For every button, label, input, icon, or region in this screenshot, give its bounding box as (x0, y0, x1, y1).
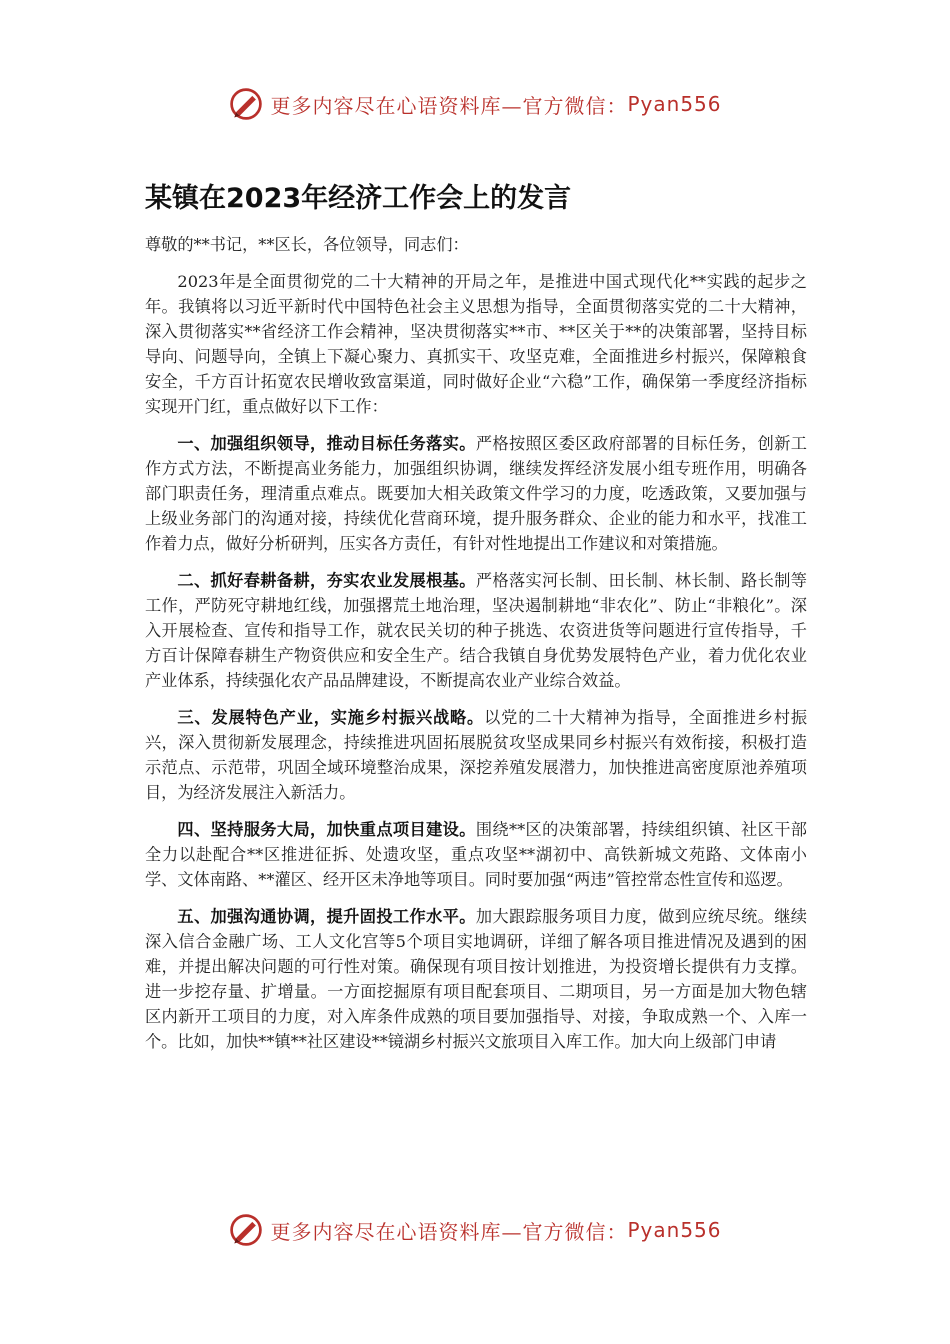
section-paragraph (145, 817, 807, 892)
pen-logo-icon (228, 1212, 264, 1248)
section-heading: 五、加强沟通协调，提升固投工作水平。 (177, 907, 476, 926)
banner-wechat-id: Pyan556 (627, 92, 722, 116)
pen-logo-icon (228, 86, 264, 122)
section-paragraph (145, 705, 807, 805)
section-body: 严格落实河长制、田长制、林长制、路长制等工作，严防死守耕地红线，加强撂荒土地治理，坚决遏制耕地“非农化”、防止“非粮化”。深入开展检查、宣传和指导工作，就农民关切的种子挑选、农资进货等问题进行宣传指导，千方百计保障春耕生产物资供应和安全生产。结合我镇自身优势发展特色产业，着力优化农业产业体系，持续强化农产品品牌建设，不断提高农业产业综合效益。 (145, 571, 807, 690)
document-body (145, 232, 807, 1066)
banner-text: 更多内容尽在心语资料库—官方微信： (270, 93, 628, 118)
section-body: 围绕**区的决策部署，持续组织镇、社区干部全力以赴配合**区推进征拆、处遗攻坚，重点攻坚**湖初中、高铁新城文苑路、文体南小学、文体南路、**灌区、经开区未净地等项目。同时要加强“两违”管控常态性宣传和巡逻。 (145, 820, 807, 889)
section-paragraph (145, 904, 807, 1054)
section-heading: 四、坚持服务大局，加快重点项目建设。 (177, 820, 476, 839)
header-banner (0, 82, 950, 126)
section-heading: 三、发展特色产业，实施乡村振兴战略。 (177, 708, 485, 727)
intro-paragraph: 2023年是全面贯彻党的二十大精神的开局之年，是推进中国式现代化**实践的起步之年。我镇将以习近平新时代中国特色社会主义思想为指导，全面贯彻落实党的二十大精神，深入贯彻落实**省经济工作会精神，坚决贯彻落实**市、**区关于**的决策部署，坚持目标导向、问题导向，全镇上下凝心聚力、真抓实干、攻坚克难，全面推进乡村振兴，保障粮食安全，千方百计拓宽农民增收致富渠道，同时做好企业“六稳”工作，确保第一季度经济指标实现开门红，重点做好以下工作： (145, 272, 807, 416)
page-title: 某镇在2023年经济工作会上的发言 (145, 183, 572, 214)
section-body: 严格按照区委区政府部署的目标任务，创新工作方式方法，不断提高业务能力，加强组织协调，继续发挥经济发展小组专班作用，明确各部门职责任务，理清重点难点。既要加大相关政策文件学习的力度，吃透政策，又要加强与上级业务部门的沟通对接，持续优化营商环境，提升服务群众、企业的能力和水平，找准工作着力点，做好分析研判，压实各方责任，有针对性地提出工作建议和对策措施。 (145, 434, 807, 553)
section-paragraph (145, 431, 807, 556)
section-heading: 一、加强组织领导，推动目标任务落实。 (177, 434, 476, 453)
section-body: 以党的二十大精神为指导，全面推进乡村振兴，深入贯彻新发展理念，持续推进巩固拓展脱贫攻坚成果同乡村振兴有效衔接，积极打造示范点、示范带，巩固全域环境整治成果，深挖养殖发展潜力，加快推进高密度原池养殖项目，为经济发展注入新活力。 (145, 708, 808, 802)
footer-banner (0, 1208, 950, 1252)
banner-wechat-id: Pyan556 (627, 1218, 722, 1242)
banner-text: 更多内容尽在心语资料库—官方微信： (270, 1219, 628, 1244)
section-body: 加大跟踪服务项目力度，做到应统尽统。继续深入信合金融广场、工人文化宫等5个项目实地调研，详细了解各项目推进情况及遇到的困难，并提出解决问题的可行性对策。确保现有项目按计划推进，为投资增长提供有力支撑。进一步挖存量、扩增量。一方面挖掘原有项目配套项目、二期项目，另一方面是加大物色辖区内新开工项目的力度，对入库条件成熟的项目要加强指导、对接，争取成熟一个、入库一个。比如，加快**镇**社区建设**镜湖乡村振兴文旅项目入库工作。加大向上级部门申请 (145, 907, 807, 1051)
section-paragraph (145, 568, 807, 693)
salutation: 尊敬的**书记，**区长，各位领导，同志们： (145, 235, 469, 254)
section-heading: 二、抓好春耕备耕，夯实农业发展根基。 (177, 571, 476, 590)
